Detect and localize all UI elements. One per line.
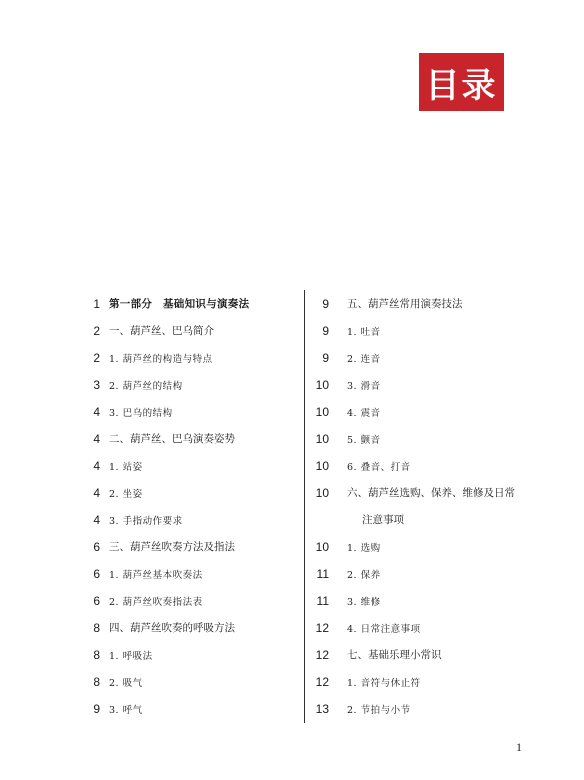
toc-entry-title: 1. 选购 [347,542,381,554]
toc-page-number: 11 [316,593,329,608]
toc-entry [312,668,522,695]
toc-entry [84,371,304,398]
toc-entry-title: 6. 叠音、打音 [347,461,411,473]
toc-entry-title: 4. 日常注意事项 [347,623,421,635]
toc-entry [84,344,304,371]
toc-entry-title: 2. 连音 [347,353,381,365]
toc-entry [312,695,522,722]
toc-entry [84,614,304,641]
toc-entry [312,398,522,425]
toc-entry [84,317,304,344]
toc-entry-title: 1. 葫芦丝基本吹奏法 [109,569,203,581]
toc-entry [84,695,304,722]
toc-entry [84,398,304,425]
toc-entry [84,668,304,695]
toc-page-number: 9 [322,296,329,311]
toc-page-number: 1 [93,296,100,311]
toc-page-number: 4 [93,512,100,527]
toc-entry [312,587,522,614]
toc-entry-title: 3. 手指动作要求 [109,515,183,527]
toc-page-number: 2 [93,350,100,365]
toc-left-column [84,290,304,722]
toc-entry [84,641,304,668]
toc-entry-title: 四、葫芦丝吹奏的呼吸方法 [109,622,235,634]
toc-entry-title: 1. 音符与休止符 [347,677,421,689]
toc-entry [312,614,522,641]
toc-page-number: 10 [315,377,329,392]
toc-page-number: 4 [93,431,100,446]
toc-entry-title: 1. 吐音 [347,326,381,338]
toc-page-number: 10 [315,485,329,500]
toc-entry-title: 2. 葫芦丝的结构 [109,380,183,392]
toc-page-number: 6 [93,593,100,608]
toc-page-number: 10 [315,404,329,419]
toc-right-column [312,290,522,722]
toc-page-number: 9 [93,701,100,716]
toc-entry [84,425,304,452]
toc-entry [312,344,522,371]
toc-entry [312,452,522,479]
toc-title: 目录 [419,53,504,111]
toc-entry [84,587,304,614]
toc-page-number: 2 [93,323,100,338]
toc-page-number: 11 [316,566,329,581]
toc-entry-title: 六、葫芦丝选购、保养、维修及日常 [347,487,515,499]
toc-entry-title: 2. 保养 [347,569,381,581]
toc-page-number: 12 [315,674,329,689]
toc-page-number: 4 [93,458,100,473]
toc-entry [84,560,304,587]
toc-page-number: 10 [315,458,329,473]
toc-entry-title: 2. 葫芦丝吹奏指法表 [109,596,203,608]
toc-page-number: 12 [315,620,329,635]
toc-entry [312,533,522,560]
toc-entry [312,479,522,506]
toc-entry-title: 七、基础乐理小常识 [347,649,442,661]
toc-entry-title: 第一部分 基础知识与演奏法 [109,298,250,310]
toc-entry [84,290,304,317]
toc-entry-title: 3. 巴乌的结构 [109,407,173,419]
toc-page-number: 9 [322,350,329,365]
toc-entry-title: 2. 坐姿 [109,488,143,500]
toc-page-number: 8 [93,647,100,662]
toc-entry [312,425,522,452]
toc-entry-title: 1. 葫芦丝的构造与特点 [109,353,213,365]
toc-page-number: 8 [93,620,100,635]
toc-entry-title: 3. 滑音 [347,380,381,392]
toc-entry-title: 1. 站姿 [109,461,143,473]
toc-entry [84,533,304,560]
toc-entry [84,479,304,506]
toc-page-number: 12 [315,647,329,662]
toc-entry-title: 4. 震音 [347,407,381,419]
toc-entry-title: 五、葫芦丝常用演奏技法 [347,298,463,310]
toc-page-number: 6 [93,539,100,554]
toc-entry [312,371,522,398]
toc-entry [312,641,522,668]
toc-page-number: 6 [93,566,100,581]
toc-page-number: 10 [315,539,329,554]
toc-entry [312,317,522,344]
toc-page-number: 9 [322,323,329,338]
toc-entry [312,506,522,533]
toc-entry-title: 3. 呼气 [109,704,143,716]
toc-page-number: 13 [315,701,329,716]
page-number: 1 [516,740,522,754]
toc-entry [312,560,522,587]
toc-page-number: 3 [93,377,100,392]
toc-entry-title: 2. 节拍与小节 [347,704,411,716]
toc-entry-title: 3. 维修 [347,596,381,608]
toc-page-number: 8 [93,674,100,689]
toc-entry [84,506,304,533]
toc-page-number: 10 [315,431,329,446]
toc-entry-title: 5. 颤音 [347,434,381,446]
toc-entry-title: 一、葫芦丝、巴乌简介 [109,325,214,337]
toc-page-number: 4 [93,485,100,500]
column-divider [304,290,305,723]
toc-entry [84,452,304,479]
toc-entry [312,290,522,317]
toc-entry-title: 2. 吸气 [109,677,143,689]
toc-entry-title: 注意事项 [362,514,404,526]
toc-entry-title: 1. 呼吸法 [109,650,153,662]
toc-page-number: 4 [93,404,100,419]
toc-entry-title: 三、葫芦丝吹奏方法及指法 [109,541,235,553]
toc-entry-title: 二、葫芦丝、巴乌演奏姿势 [109,433,235,445]
